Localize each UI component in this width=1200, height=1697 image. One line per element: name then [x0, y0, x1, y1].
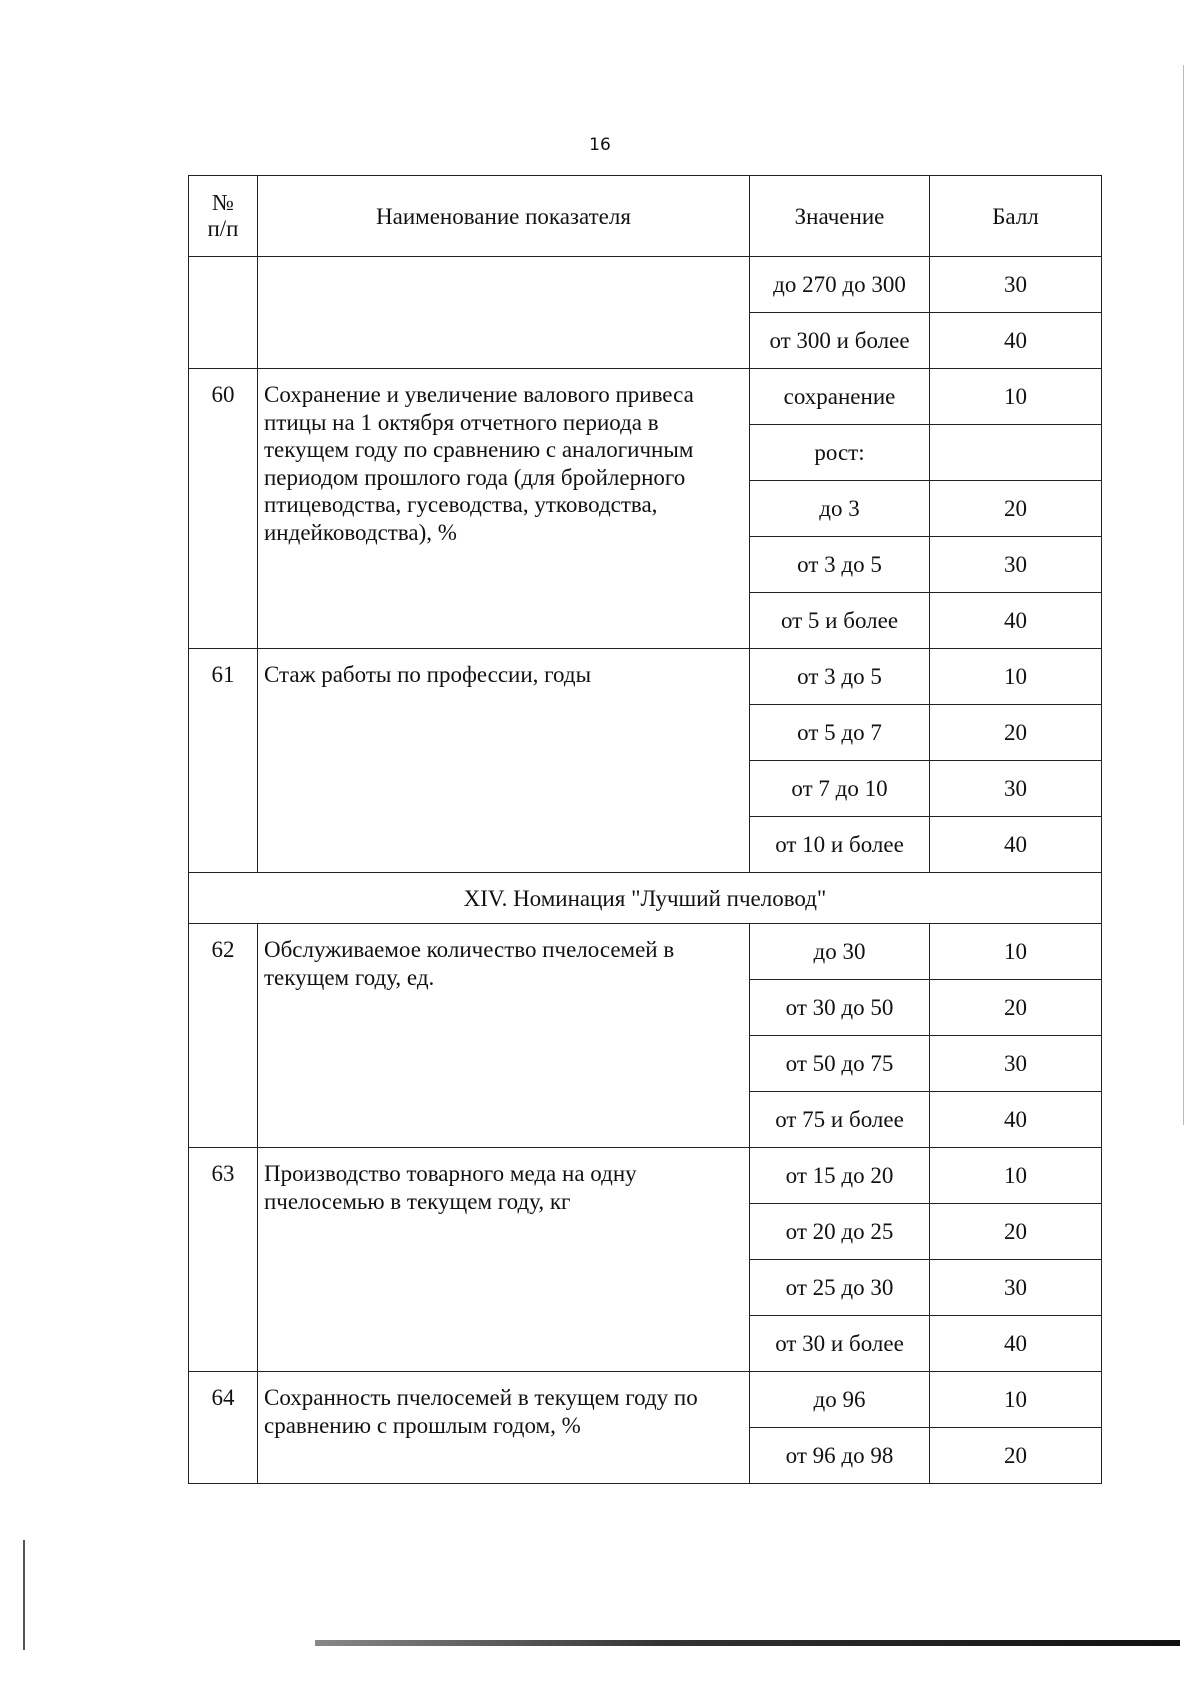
value-cell: от 300 и более: [750, 313, 930, 369]
score-cell: 20: [930, 481, 1102, 537]
value-cell: до 96: [750, 1372, 930, 1428]
score-cell: 30: [930, 537, 1102, 593]
table-row: [189, 924, 1102, 980]
value-cell: рост:: [750, 425, 930, 481]
score-cell: 40: [930, 1092, 1102, 1148]
value-cell: от 10 и более: [750, 817, 930, 873]
score-cell: 20: [930, 1428, 1102, 1484]
score-cell: 40: [930, 593, 1102, 649]
table-row: [189, 1372, 1102, 1428]
value-cell: от 15 до 20: [750, 1148, 930, 1204]
value-cell: от 7 до 10: [750, 761, 930, 817]
value-cell: от 25 до 30: [750, 1260, 930, 1316]
item-number: 61: [189, 649, 258, 873]
value-cell: от 5 и более: [750, 593, 930, 649]
value-cell: от 3 до 5: [750, 537, 930, 593]
score-cell: 10: [930, 369, 1102, 425]
cont-num-cell: [189, 257, 258, 369]
item-number: 64: [189, 1372, 258, 1484]
criteria-table: [188, 175, 1102, 1484]
score-cell: 20: [930, 1204, 1102, 1260]
score-cell: 40: [930, 313, 1102, 369]
score-cell: 30: [930, 1260, 1102, 1316]
value-cell: от 30 до 50: [750, 980, 930, 1036]
value-cell: от 96 до 98: [750, 1428, 930, 1484]
value-cell: от 5 до 7: [750, 705, 930, 761]
value-cell: от 75 и более: [750, 1092, 930, 1148]
indicator-name: Сохранность пчелосемей в текущем году по сравнению с прошлым годом, %: [258, 1372, 750, 1484]
value-cell: от 20 до 25: [750, 1204, 930, 1260]
table-row: [189, 649, 1102, 705]
table-header-row: [189, 176, 1102, 257]
score-cell: 40: [930, 817, 1102, 873]
table-row: [189, 369, 1102, 425]
header-value: Значение: [750, 176, 930, 257]
item-number: 60: [189, 369, 258, 649]
indicator-name: Производство товарного меда на одну пчелосемью в текущем году, кг: [258, 1148, 750, 1372]
header-name: Наименование показателя: [258, 176, 750, 257]
scan-edge-line: [23, 1540, 25, 1650]
item-number: 62: [189, 924, 258, 1148]
table-row: [189, 257, 1102, 313]
score-cell: 10: [930, 1148, 1102, 1204]
table-row: [189, 1148, 1102, 1204]
indicator-name: Стаж работы по профессии, годы: [258, 649, 750, 873]
score-cell: 40: [930, 1316, 1102, 1372]
value-cell: от 30 и более: [750, 1316, 930, 1372]
section-row: [189, 873, 1102, 924]
score-cell: 10: [930, 924, 1102, 980]
value-cell: до 3: [750, 481, 930, 537]
value-cell: до 270 до 300: [750, 257, 930, 313]
score-cell: 30: [930, 1036, 1102, 1092]
item-number: 63: [189, 1148, 258, 1372]
section-title: XIV. Номинация "Лучший пчеловод": [189, 873, 1102, 924]
page-number: 16: [589, 135, 611, 155]
score-cell: 10: [930, 1372, 1102, 1428]
value-cell: от 3 до 5: [750, 649, 930, 705]
value-cell: до 30: [750, 924, 930, 980]
score-cell: [930, 425, 1102, 481]
value-cell: сохранение: [750, 369, 930, 425]
score-cell: 20: [930, 980, 1102, 1036]
score-cell: 20: [930, 705, 1102, 761]
score-cell: 10: [930, 649, 1102, 705]
bottom-rule: [315, 1640, 1180, 1646]
indicator-name: Сохранение и увеличение валового привеса птицы на 1 октября отчетного периода в текущем году по сравнению с аналогичным периодом прошлого года (для бройлерного птицеводства, гусеводства, утководства, индейководства), %: [258, 369, 750, 649]
value-cell: от 50 до 75: [750, 1036, 930, 1092]
score-cell: 30: [930, 761, 1102, 817]
scan-edge-line: [1183, 65, 1184, 1125]
header-score: Балл: [930, 176, 1102, 257]
cont-name-cell: [258, 257, 750, 369]
indicator-name: Обслуживаемое количество пчелосемей в текущем году, ед.: [258, 924, 750, 1148]
header-num: № п/п: [189, 176, 258, 257]
score-cell: 30: [930, 257, 1102, 313]
